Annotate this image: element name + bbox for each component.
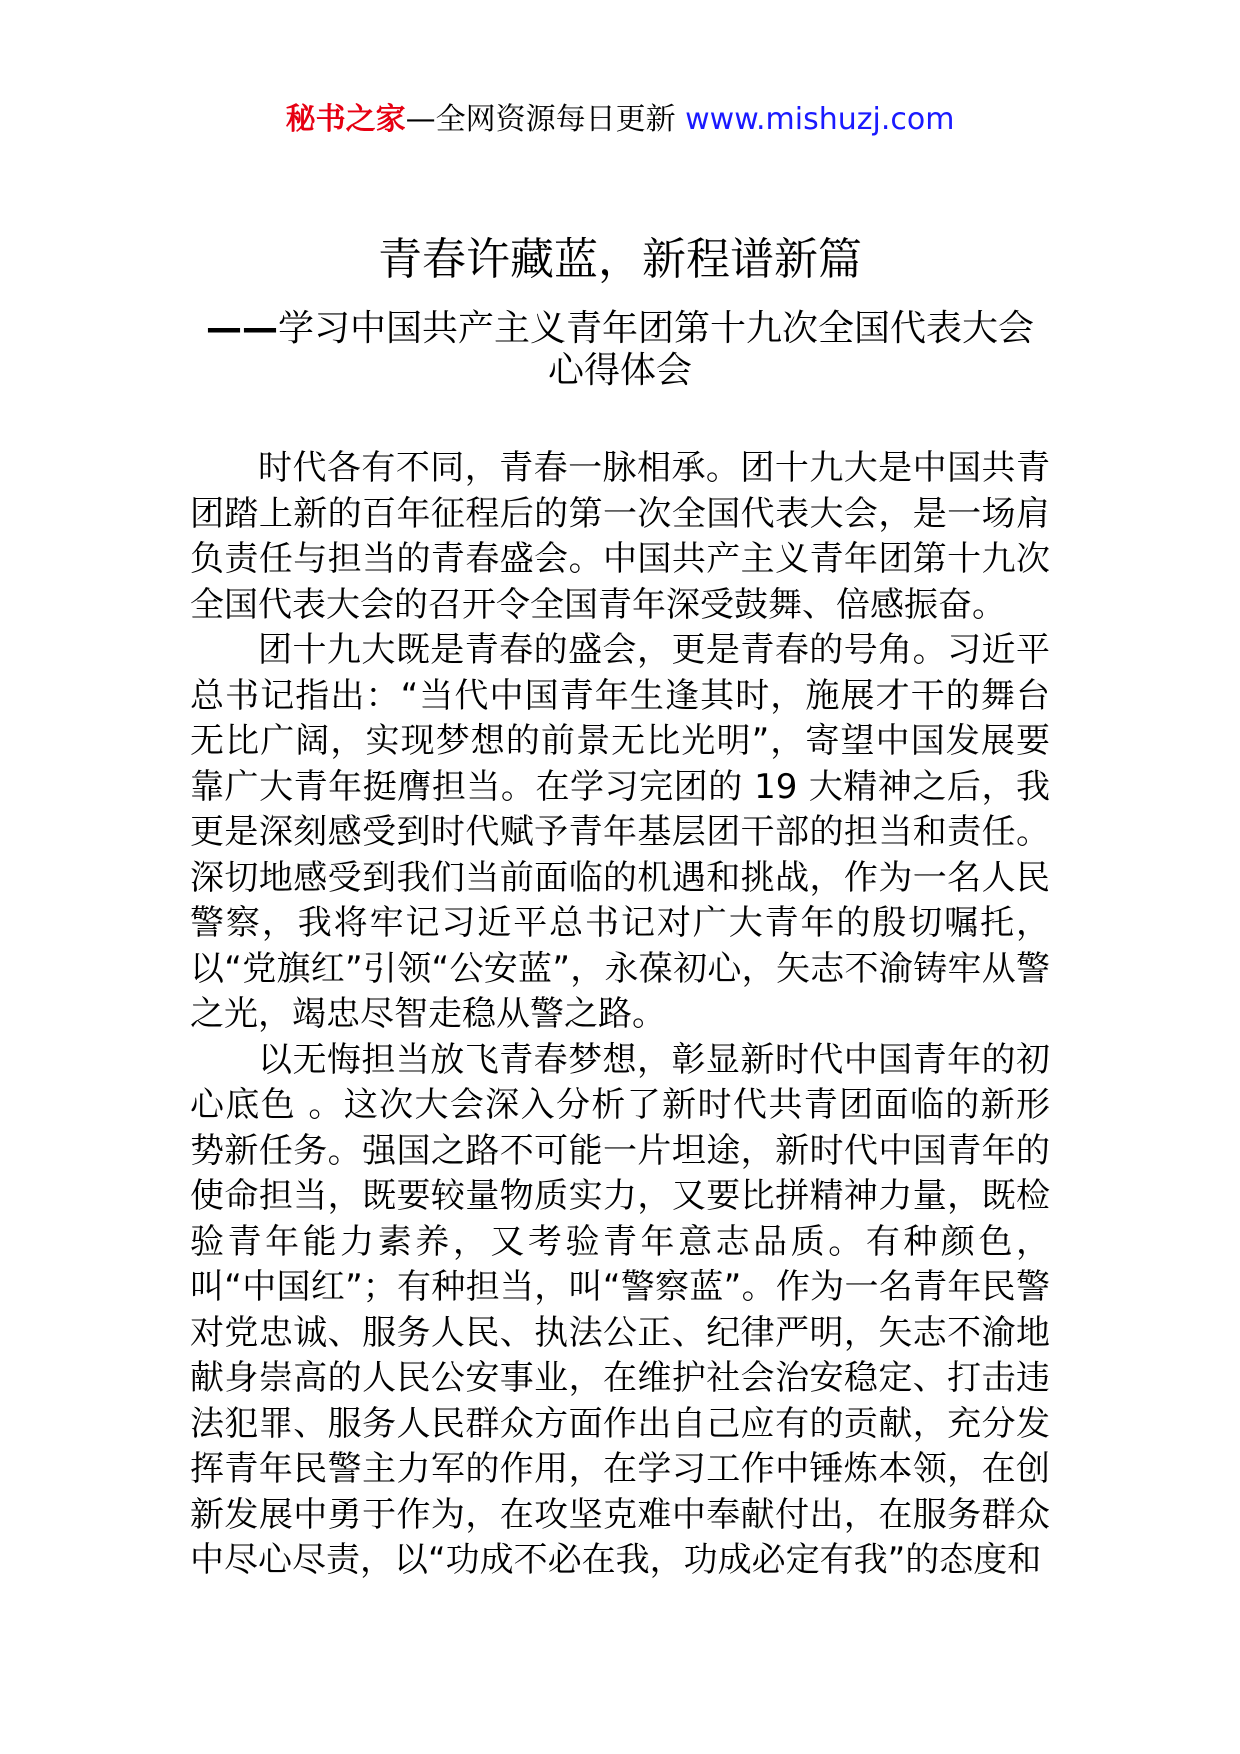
body-paragraph: 以无悔担当放飞青春梦想，彰显新时代中国青年的初心底色 。这次大会深入分析了新时代共青团面临的新形势新任务。强国之路不可能一片坦途，新时代中国青年的使命担当，既要较量物质实力，又要比拼精神力量，既检验青年能力素养，又考验青年意志品质。有种颜色，叫“中国红”；有种担当，叫“警察蓝”。作为一名青年民警对党忠诚、服务人民、执法公正、纪律严明，矢志不渝地献身崇高的人民公安事业，在维护社会治安稳定、打击违法犯罪、服务人民群众方面作出自己应有的贡献，充分发挥青年民警主力军的作用，在学习工作中锤炼本领，在创新发展中勇于作为，在攻坚克难中奉献付出，在服务群众中尽心尽责，以“功成不必在我，功成必定有我”的态度和 — [190, 1039, 1050, 1580]
site-brand: 秘书之家 — [285, 102, 406, 137]
subtitle-dash: —— — [205, 308, 278, 349]
body-paragraph: 团十九大既是青春的盛会，更是青春的号角。习近平总书记指出：“当代中国青年生逢其时，施展才干的舞台无比广阔，实现梦想的前景无比光明”，寄望中国发展要靠广大青年挺膺担当。在学习完团的 19 大精神之后，我更是深刻感受到时代赋予青年基层团干部的担当和责任。深切地感受到我们当前面临的机遇和挑战，作为一名人民警察，我将牢记习近平总书记对广大青年的殷切嘱托，以“党旗红”引领“公安蓝”，永葆初心，矢志不渝铸牢从警之光，竭忠尽智走稳从警之路。 — [190, 630, 1050, 1034]
site-tagline: —全网资源每日更新 — [405, 102, 686, 137]
body-paragraph: 时代各有不同，青春一脉相承。团十九大是中国共青团踏上新的百年征程后的第一次全国代表大会，是一场肩负责任与担当的青春盛会。中国共产主义青年团第十九次全国代表大会的召开令全国青年深受鼓舞、倍感振奋。 — [190, 448, 1050, 625]
document-subtitle — [190, 308, 1050, 392]
document-title: 青春许藏蓝，新程谱新篇 — [378, 234, 862, 285]
document-body — [190, 446, 1050, 1584]
site-header — [0, 100, 1240, 140]
site-url-link[interactable]: www.mishuzj.com — [685, 102, 955, 137]
subtitle-text: 学习中国共产主义青年团第十九次全国代表大会心得体会 — [277, 308, 1034, 391]
